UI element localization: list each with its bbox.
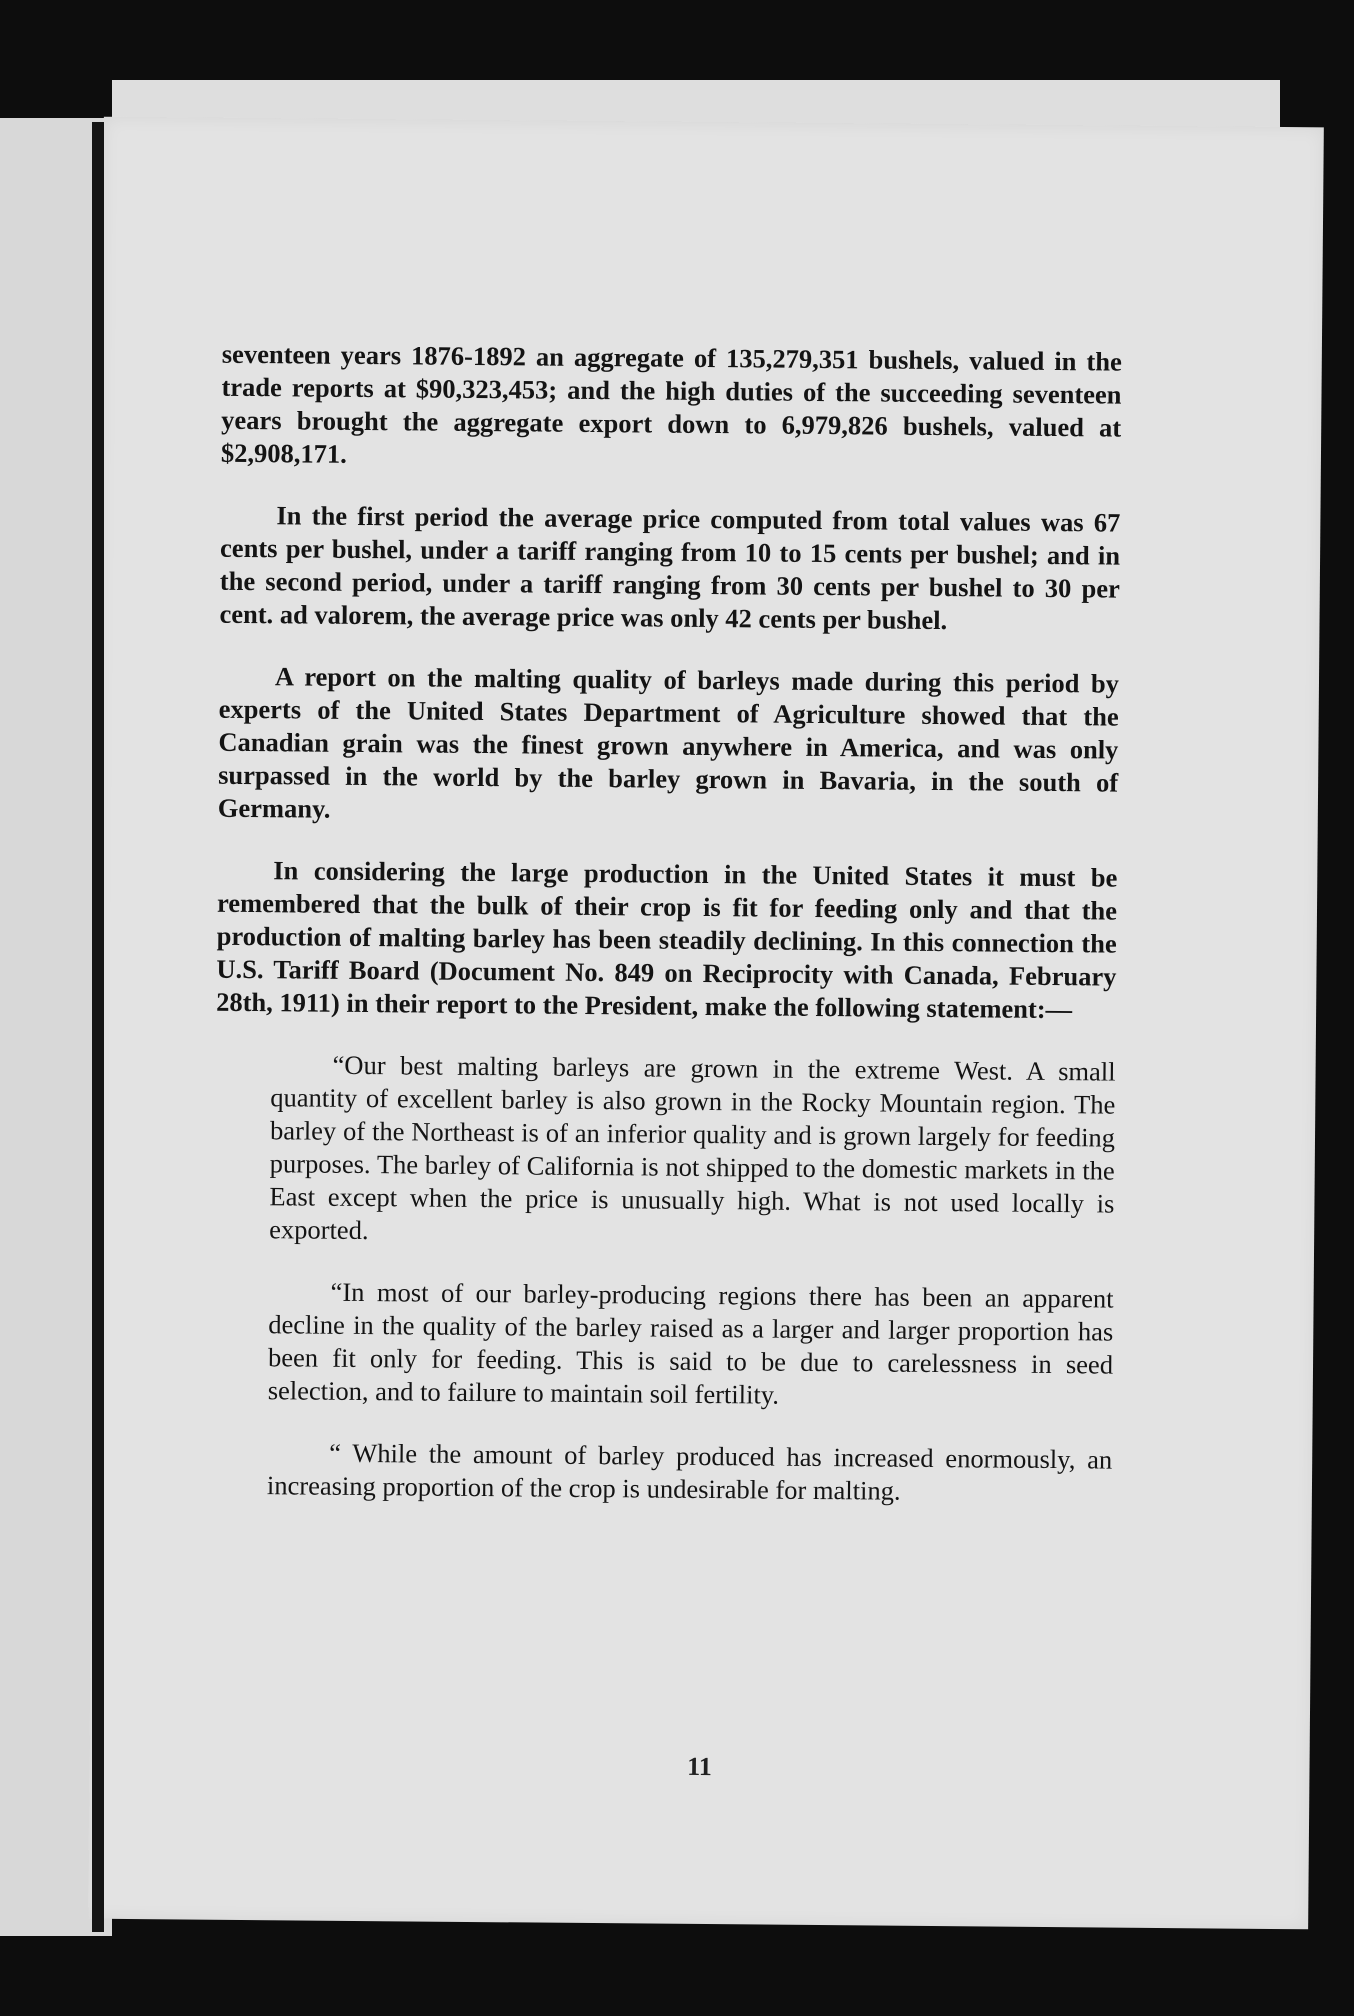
paragraph-export-figures: seventeen years 1876-1892 an aggregate of 135,279,351 bushels, valued in the trade reports at $90,323,453; and the high duties of the succeeding seventeen years brought the aggregate export down to 6,979,826 bushels, valued at $2,908,171. [220, 338, 1122, 469]
page-number: 11 [687, 1751, 712, 1782]
quote-barley-decline: “In most of our barley-producing regions there has been an apparent decline in the quality of the barley raised as a larger and larger proportion has been fit only for feeding. This is said to be due to carelessness in seed selection, and to failure to maintain soil fertility. [267, 1276, 1114, 1410]
paragraph-average-price: In the first period the average price computed from total values was 67 cents per bushel, under a tariff ranging from 10 to 15 cents per bushel; and in the second period, under a tariff ranging from 30 cents per bushel to 30 per cent. ad valorem, the average price was only 42 cents per bushel. [219, 500, 1121, 636]
page-body [212, 338, 1122, 1539]
quote-increasing-production: “ While the amount of barley produced has increased enormously, an increasing proportion of the crop is undesirable for malting. [266, 1437, 1113, 1506]
paragraph-us-production: In considering the large production in the United States it must be remembered that the bulk of their crop is fit for feeding only and that the production of malting barley has been steadily declining. In this connection the U.S. Tariff Board (Document No. 849 on Reciprocity with Canada, February 28th, 1911) in their report to the President, make the following statement:— [216, 855, 1118, 1025]
book-binding-shadow [92, 122, 104, 1932]
paragraph-malting-report: A report on the malting quality of barleys made during this period by experts of the United States Department of Agriculture showed that the Canadian grain was the finest grown anywhere in America, and was only surpassed in the world by the barley grown in Bavaria, in the south of Germany. [217, 661, 1120, 824]
scanned-page [88, 117, 1324, 1930]
quote-best-malting-barleys: “Our best malting barleys are grown in the extreme West. A small quantity of excellent barley is also grown in the Rocky Mountain region. The barley of the Northeast is of an inferior quality and is grown largely for feeding purposes. The barley of California is not shipped to the domestic markets in the East except when the price is unusually high. What is not used locally is exported. [269, 1049, 1116, 1246]
